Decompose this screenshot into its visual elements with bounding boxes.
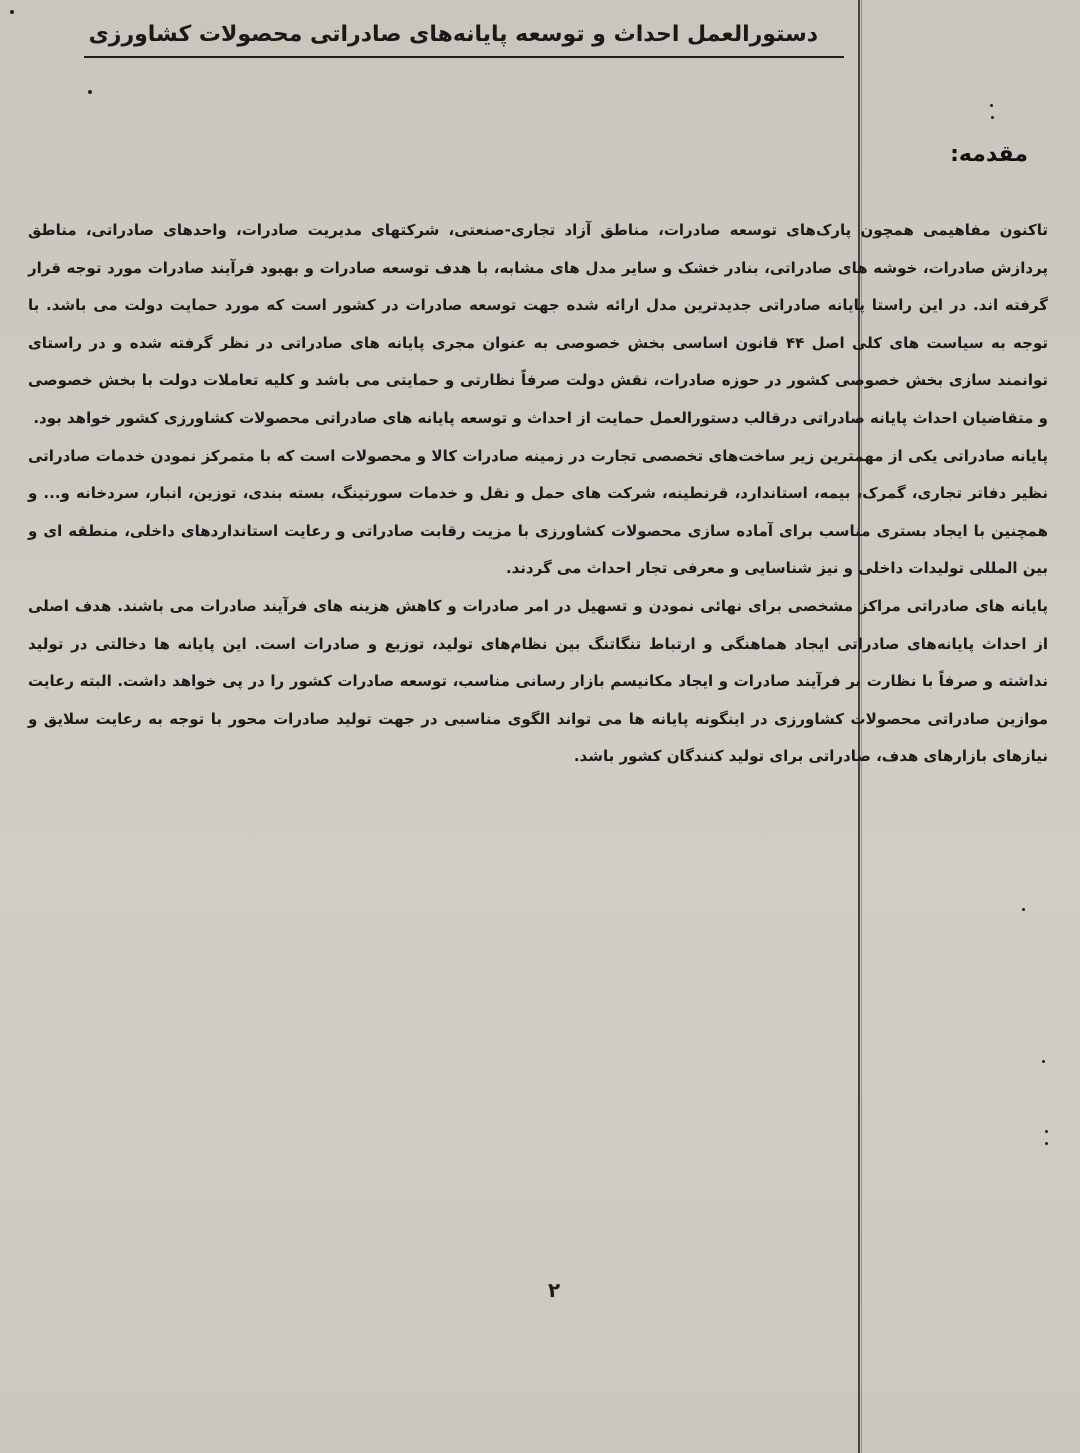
scan-speck [991,116,994,119]
section-heading: مقدمه: [950,142,1028,167]
scan-speck [1045,1130,1048,1133]
paragraph: پایانه های صادراتی مراکز مشخصی برای نهائی نمودن و تسهیل در امر صادرات و کاهش هزینه های فرآیند صادرات می باشند. هدف اصلی از احداث پایانه‌های صادراتی ایجاد هماهنگی و ارتباط تنگاتنگ بین نظام‌های تولید، توزیع و صادرات است. این پایانه ها دخالتی در تولید نداشته و صرفاً با نظارت بر فرآیند صادرات و ایجاد مکانیسم بازار رسانی مناسب، توسعه صادرات کشور را در پی خواهد داشت. البته رعایت موازین صادراتی محصولات کشاورزی در اینگونه پایانه ها می تواند الگوی مناسبی در جهت تولید صادرات محور با توجه به رعایت سلایق و نیازهای بازارهای هدف، صادراتی برای تولید کنندگان کشور باشد. [28,596,1048,766]
document-body [28,212,1048,776]
paragraph: پایانه صادراتی یکی از مهمترین زیر ساخت‌های تخصصی تجارت در زمینه صادرات کالا و محصولات است که با متمرکز نمودن خدمات صادراتی نظیر دفاتر تجاری، گمرک، بیمه، استاندارد، قرنطینه، شرکت های حمل و نقل و خدمات سورتینگ، بسته بندی، توزین، انبار، سردخانه و... و همچنین با ایجاد بستری مناسب برای آماده سازی محصولات کشاورزی با مزیت رقابت صادراتی و رعایت استانداردهای داخلی، منطقه ای و بین المللی تولیدات داخلی و نیز شناسایی و معرفی تجار احداث می گردند. [28,446,1048,578]
page-number: ۲ [548,1278,561,1302]
scan-speck [1022,908,1025,911]
document-header-title: دستورالعمل احداث و توسعه پایانه‌های صادراتی محصولات کشاورزی [88,22,818,47]
scan-speck [1042,1060,1045,1063]
paragraph: تاکنون مفاهیمی همچون پارک‌های توسعه صادرات، مناطق آزاد تجاری-صنعتی، شرکتهای مدیریت صادرات، واحدهای صادراتی، مناطق پردازش صادرات، خوشه های صادراتی، بنادر خشک و سایر مدل های مشابه، با هدف توسعه صادرات و بهبود فرآیند صادرات مورد توجه قرار گرفته اند. در این راستا پایانه صادراتی جدیدترین مدل ارائه شده جهت توسعه صادرات در کشور است که مورد حمایت دولت می باشد. با توجه به سیاست های کلی اصل ۴۴ قانون اساسی بخش خصوصی به عنوان مجری پایانه های صادراتی در نظر گرفته شده و در راستای توانمند سازی بخش خصوصی کشور در حوزه صادرات، نقش دولت صرفاً نظارتی و حمایتی می باشد و کلیه تعاملات دولت با بخش خصوصی و متقاضیان احداث پایانه صادراتی درقالب دستورالعمل حمایت از احداث و توسعه پایانه های صادراتی محصولات کشاورزی کشور خواهد بود. [28,221,1048,427]
scan-speck [10,10,14,14]
scan-speck [88,90,92,94]
header-rule [84,56,844,58]
scan-speck [990,104,993,107]
scan-speck [1045,1142,1048,1145]
